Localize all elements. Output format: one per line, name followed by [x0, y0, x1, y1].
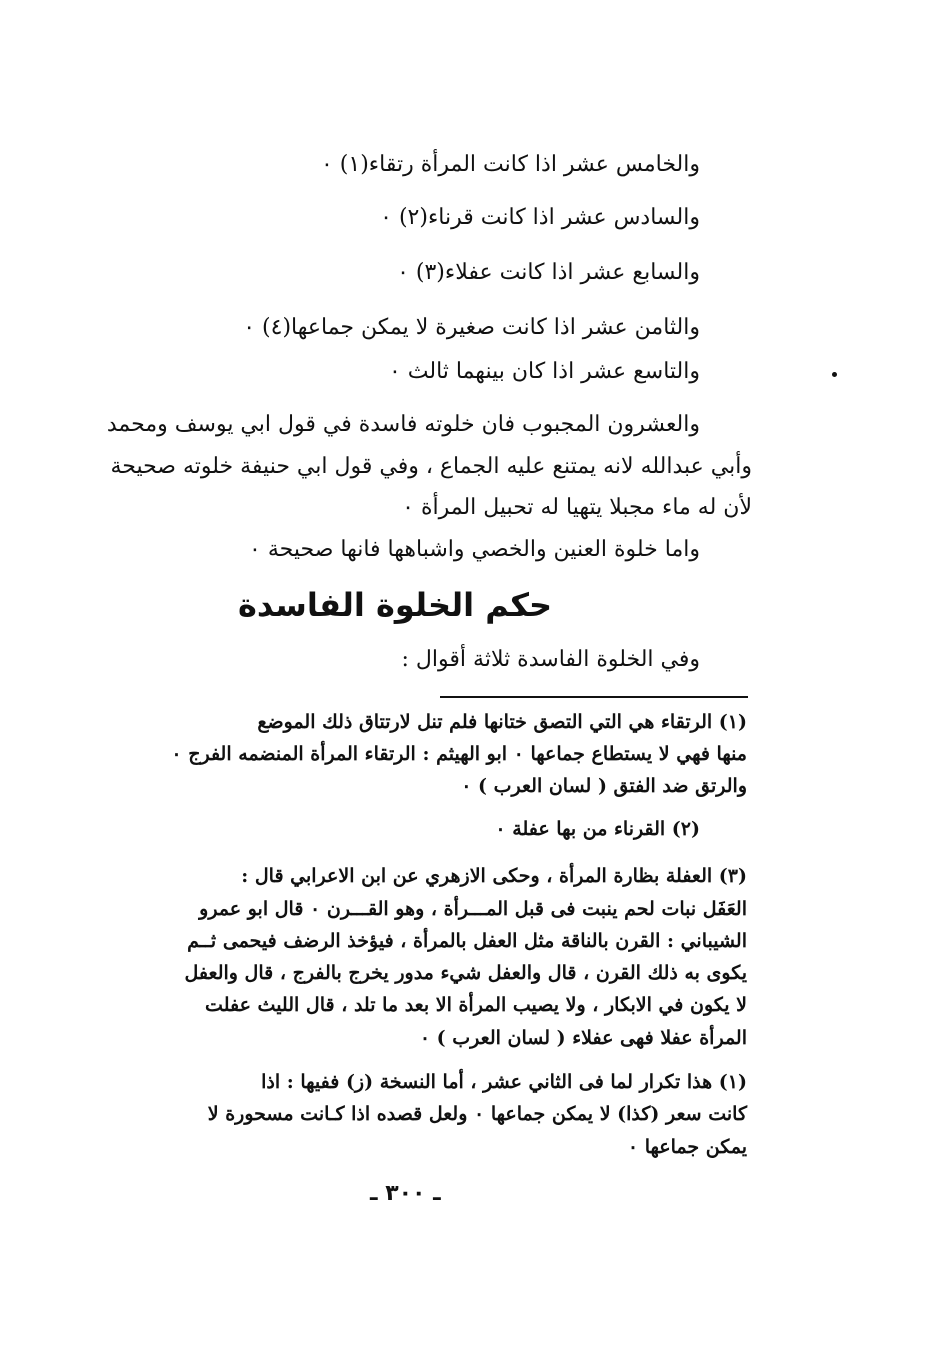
section-intro: وفي الخلوة الفاسدة ثلاثة أقوال : [401, 647, 700, 672]
paragraph-line: وأبي عبدالله لانه يمتنع عليه الجماع ، وفي قول ابي حنيفة خلوته صحيحة [110, 454, 752, 479]
footnote-2-line: (٢) القرناء من بها عفلة ٠ [495, 818, 700, 840]
text-line-seventeenth: والسابع عشر اذا كانت عفلاء(٣) ٠ [397, 260, 700, 285]
text-line-nineteenth: والتاسع عشر اذا كان بينهما ثالث ٠ [388, 359, 700, 384]
text-line-fifteenth: والخامس عشر اذا كانت المرأة رتقاء(١) ٠ [320, 152, 700, 177]
text-line-eighteenth: والثامن عشر اذا كانت صغيرة لا يمكن جماعها(٤) ٠ [243, 315, 700, 340]
text-line-valid-seclusion: واما خلوة العنين والخصي واشباهها فانها صحيحة ٠ [249, 537, 700, 562]
footnote-4-line: كانت سعر (كذا) لا يمكن جماعها ٠ ولعل قصده اذا كـانت مسحورة لا [207, 1103, 747, 1125]
footnote-3-line: المرأة عفلا فهى عفلاء ( لسان العرب ) ٠ [419, 1027, 747, 1049]
footnote-3-line: الشيباني : القرن بالناقة مثل العفل بالمرأة ، فيؤخذ الرضف فيحمى ثــم [187, 930, 747, 952]
footnote-separator [440, 696, 748, 698]
paragraph-line: والعشرون المجبوب فان خلوته فاسدة في قول ابي يوسف ومحمد [106, 412, 700, 437]
footnote-3-line: (٣) العفلة بظارة المرأة ، وحكى الازهري عن ابن الاعرابي قال : [241, 865, 747, 887]
footnote-1-line: (١) الرتقاء هي التي التصق ختانها فلم تنل لارتتاق ذلك الموضع [257, 711, 747, 733]
footnote-4-line: (١) هذا تكرار لما فى الثاني عشر ، أما النسخة (ز) ففيها : اذا [261, 1071, 747, 1093]
footnote-3-line: لا يكون في الابكار ، ولا يصيب المرأة الا بعد ما تلد ، قال الليث عفلت [205, 994, 747, 1016]
footnote-4-line: يمكن جماعها ٠ [627, 1136, 747, 1158]
footnote-1-line: منها فهي لا يستطاع جماعها ٠ ابو الهيثم : الرتقاء المرأة المنضمه الفرج ٠ [171, 743, 747, 765]
footnote-1-line: والرتق ضد الفتق ( لسان العرب ) ٠ [461, 775, 747, 797]
section-heading: حكم الخلوة الفاسدة [238, 586, 552, 624]
paragraph-line: لأن له ماء مجبلا يتهيا له تحبيل المرأة ٠ [402, 495, 752, 520]
footnote-3-line: العَفَل نبات لحم ينبت فى قبل المـــرأة ، وهو القـــرن ٠ قال ابو عمرو [199, 898, 747, 920]
page-number: ـ ٣٠٠ ـ [370, 1181, 441, 1206]
text-line-sixteenth: والسادس عشر اذا كانت قرناء(٢) ٠ [380, 205, 700, 230]
margin-dot [832, 372, 837, 377]
footnote-3-line: يكوى به ذلك القرن ، قال والعفل شيء مدور يخرج بالفرج ، قال والعفل [184, 962, 747, 984]
